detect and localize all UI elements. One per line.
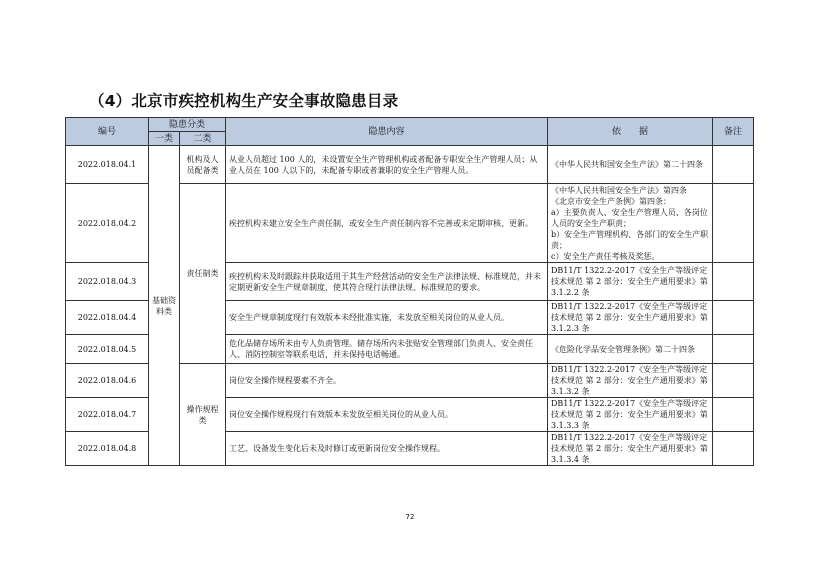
row-basis — [548, 301, 713, 335]
row-note — [713, 335, 754, 364]
row-note — [713, 432, 754, 466]
row-basis — [548, 263, 713, 301]
header-basis: 依 据 — [548, 118, 713, 146]
row-note — [713, 146, 754, 184]
row-note — [713, 263, 754, 301]
header-content: 隐患内容 — [226, 118, 548, 146]
row-code: 2022.018.04.1 — [66, 146, 149, 184]
row-content: 从业人员超过 100 人的，未设置安全生产管理机构或者配备专职安全生产管理人员；从业人员在 100 人以下的，未配备专职或者兼职的安全生产管理人员。 — [226, 146, 548, 184]
basis-line: b）安全生产管理机构、各部门的安全生产职责； — [551, 229, 709, 250]
row-code: 2022.018.04.4 — [66, 301, 149, 335]
basis-line: a）主要负责人、安全生产管理人员、各岗位人员的安全生产职责； — [551, 207, 708, 228]
row-basis — [548, 432, 713, 466]
row-content: 岗位安全操作规程要素不齐全。 — [226, 364, 548, 398]
basis-line: DB11/T 1322.2-2017《安全生产等级评定技术规范 第 2 部分：安全生产通用要求》第 3.1.3.2 条 — [551, 365, 708, 396]
basis-line: DB11/T 1322.2-2017《安全生产等级评定技术规范 第 2 部分：安全生产通用要求》第 3.1.3.4 条 — [551, 433, 708, 464]
level2-category: 机构及人员配备类 — [180, 146, 226, 184]
basis-line: 《中华人民共和国安全生产法》第四条 — [551, 185, 688, 195]
row-code: 2022.018.04.3 — [66, 263, 149, 301]
basis-line: DB11/T 1322.2-2017《安全生产等级评定技术规范 第 2 部分：安全生产通用要求》第 3.1.3.3 条 — [551, 399, 708, 430]
row-code: 2022.018.04.2 — [66, 184, 149, 263]
row-content: 安全生产规章制度现行有效版本未经批准实施，未发放至相关岗位的从业人员。 — [226, 301, 548, 335]
basis-line: DB11/T 1322.2-2017《安全生产等级评定技术规范 第 2 部分：安全生产通用要求》第 3.1.2.2 条 — [551, 266, 708, 297]
page-number: 72 — [405, 513, 415, 521]
level1-category: 基础资料类 — [149, 146, 180, 466]
row-basis — [548, 364, 713, 398]
header-level1: 一类 — [149, 132, 180, 146]
basis-line: 《危险化学品安全管理条例》第二十四条 — [551, 344, 696, 354]
row-content: 疾控机构未建立安全生产责任制，或安全生产责任制内容不完善或未定期审核、更新。 — [226, 184, 548, 263]
row-content: 工艺、设备发生变化后未及时修订或更新岗位安全操作规程。 — [226, 432, 548, 466]
basis-line: c）安全生产责任考核及奖惩。 — [551, 251, 660, 261]
header-category: 隐患分类 — [149, 118, 226, 132]
row-code: 2022.018.04.8 — [66, 432, 149, 466]
page-title: （4）北京市疾控机构生产安全事故隐患目录 — [89, 92, 399, 110]
level2-category: 操作规程类 — [180, 364, 226, 466]
row-content: 疾控机构未及时跟踪并获取适用于其生产经营活动的安全生产法律法规、标准规范，并未定期更新安全生产规章制度，使其符合现行法律法规、标准规范的要求。 — [226, 263, 548, 301]
header-code: 编号 — [66, 118, 149, 146]
row-code: 2022.018.04.5 — [66, 335, 149, 364]
row-basis — [548, 335, 713, 364]
row-note — [713, 364, 754, 398]
row-note — [713, 184, 754, 263]
row-basis — [548, 398, 713, 432]
basis-line: DB11/T 1322.2-2017《安全生产等级评定技术规范 第 2 部分：安全生产通用要求》第 3.1.2.3 条 — [551, 302, 708, 333]
level2-category: 责任制类 — [180, 184, 226, 364]
basis-line: 《中华人民共和国安全生产法》第二十四条 — [551, 160, 704, 169]
row-note — [713, 398, 754, 432]
header-level2: 二类 — [180, 132, 226, 146]
row-note — [713, 301, 754, 335]
header-note: 备注 — [713, 118, 754, 146]
hazard-table — [65, 117, 754, 466]
row-content: 危化品储存场所未由专人负责管理。储存场所内未张贴安全管理部门负责人、安全责任人、消防控制室等联系电话，并未保持电话畅通。 — [226, 335, 548, 364]
row-content: 岗位安全操作规程现行有效版本未发放至相关岗位的从业人员。 — [226, 398, 548, 432]
row-code: 2022.018.04.7 — [66, 398, 149, 432]
row-basis — [548, 184, 713, 263]
row-code: 2022.018.04.6 — [66, 364, 149, 398]
table-row — [66, 146, 754, 184]
basis-line: 《北京市安全生产条例》第四条： — [551, 196, 672, 206]
row-basis — [548, 146, 713, 184]
